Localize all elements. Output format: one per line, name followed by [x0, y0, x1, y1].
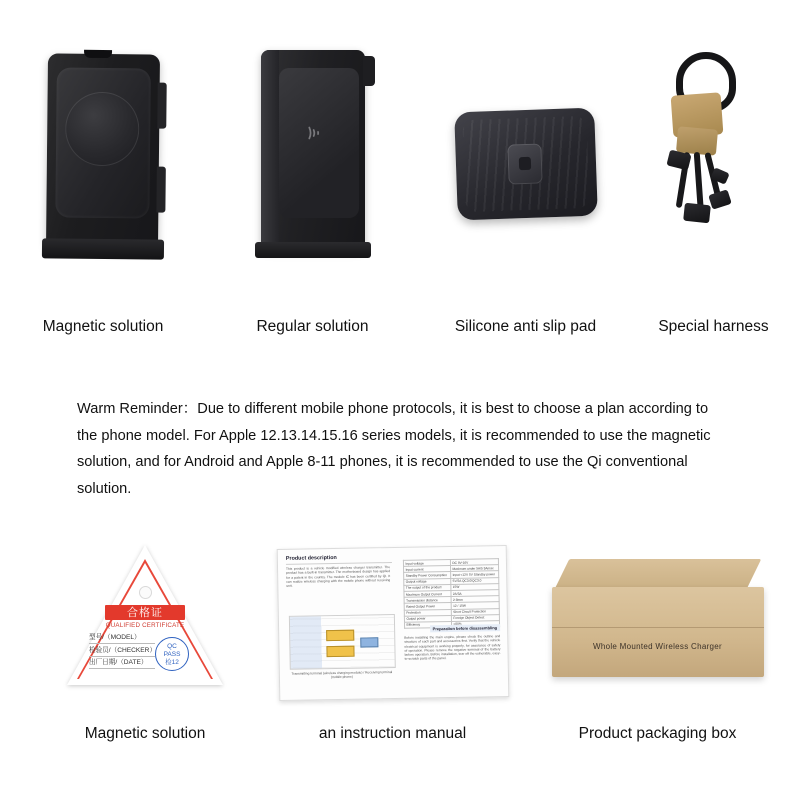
table-row: Transmission distance 2-8mm [404, 596, 499, 604]
caption-instruction-manual: an instruction manual [318, 725, 467, 742]
product-silicone-pad [419, 30, 632, 335]
certificate-fields [89, 633, 155, 671]
product-magnetic-solution [0, 30, 206, 335]
manual-circuit-diagram [288, 614, 395, 670]
caption-special-harness: Special harness [658, 318, 769, 335]
qc-pass-stamp [155, 637, 189, 671]
stamp-line-2: PASS [163, 651, 181, 658]
certificate-field-checker: 检验员/（CHECKER） [89, 646, 155, 657]
instruction-manual-sheet-icon [276, 545, 509, 701]
caption-magnetic-solution: Magnetic solution [42, 318, 164, 335]
wireless-charging-icon [305, 120, 331, 146]
stamp-line-1: QC [167, 643, 177, 650]
qualified-certificate-tag-icon [67, 545, 223, 685]
table-row: Output voltage 5V/2A QC3.0/QC3.0 [403, 577, 498, 585]
table-row: Input voltage DC 9V-16V [403, 559, 498, 567]
caption-silicone-pad: Silicone anti slip pad [454, 318, 597, 335]
box-printed-label: Whole Mounted Wireless Charger [592, 642, 723, 651]
product-packaging-box [520, 535, 795, 765]
qi-car-mount-icon [206, 30, 419, 270]
stamp-line-3: 检12 [165, 659, 179, 666]
table-row: Input current Maximum under 5A/5 3Amax [403, 565, 498, 573]
bottom-product-row [0, 535, 795, 765]
certificate-band-text: 合格证 [127, 606, 163, 619]
manual-section-two-title: Preparation before disassembling [429, 624, 500, 632]
table-row: Protection Short Circuit Protection [404, 608, 499, 616]
manual-body-left: This product is a vehicle modified wireless charger transmitter. The product has a built-in transmitter. The motherboard design has applied for a patent in the country. The module IC has been certified by QI. It can realize wireless charging with the mobile phone without receiving unit. [285, 565, 390, 589]
caption-packaging-box: Product packaging box [578, 725, 737, 742]
product-special-harness [632, 30, 795, 335]
table-row: Rated Output Power 12 / 15W [404, 602, 499, 610]
certificate-field-date: 出厂日期/（DATE） [89, 658, 155, 669]
certificate-field-model: 型号/（MODEL） [89, 633, 155, 644]
manual-body-mid: Transmitting terminal (wireless charging module) / Receiving terminal (mobile phone) [290, 670, 392, 680]
table-row: The output of the product 15W [403, 583, 498, 591]
product-certificate [0, 535, 290, 765]
manual-spec-rows [403, 559, 499, 629]
caption-regular-solution: Regular solution [256, 318, 369, 335]
product-regular-solution [206, 30, 419, 335]
certificate-band [105, 605, 185, 620]
cardboard-box-icon [552, 559, 764, 683]
magnetic-car-mount-icon [0, 30, 206, 270]
manual-spec-table [402, 558, 499, 629]
table-row: Standby Power Consumption Input <12V 5V Standby power [403, 571, 498, 579]
top-product-row [0, 30, 795, 335]
product-instruction-manual [270, 535, 515, 765]
table-row: Output power Foreign Object Detect [404, 614, 499, 622]
certificate-subtitle: QUALIFIED CERTIFICATE [105, 622, 185, 629]
caption-certificate: Magnetic solution [84, 725, 206, 742]
wire-harness-icon [632, 30, 795, 270]
warm-reminder-text: Warm Reminder：Due to different mobile phone protocols, it is best to choose a plan according to the phone model. For Apple 12.13.14.15.16 series models, it is recommended to use the magnetic solution, and for Android and Apple 8-11 phones, it is recommended to use the Qi conventional solution. [77, 401, 711, 497]
hang-hole-icon [139, 586, 152, 599]
manual-title: Product description [285, 554, 337, 562]
table-row: Maximum Output Current 2A/3A [403, 590, 498, 598]
table-row: Efficiency [404, 621, 499, 629]
silicone-pad-icon [419, 30, 632, 270]
manual-body-right: Before installing the main engine, please check the outline and structure of each part and accessories first. Verify that the vehicle electrical equipment is working properly, for assurance of safety of operation. Please remove the negative terminal of the battery before operation. Before installation, tear off the vulnerable, easy-to-scratch parts of the panel. [403, 634, 501, 662]
